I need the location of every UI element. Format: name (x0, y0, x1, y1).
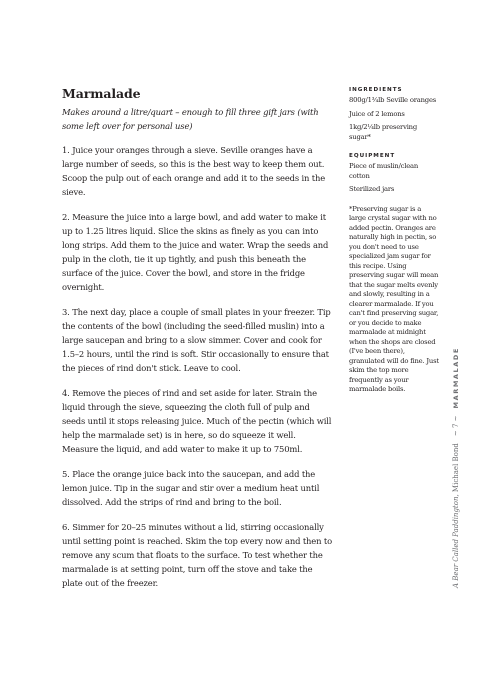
recipe-yield: Makes around a litre/quart – enough to fill three gift jars (with some left over for personal use) (62, 107, 319, 131)
equipment-item: Piece of muslin/clean cotton (349, 162, 419, 180)
running-foot-credit (452, 443, 460, 588)
recipe-step-1: 1. Juice your oranges through a sieve. Seville oranges have a large number of seeds, so this is the best way to keep them out. Scoop the pulp out of each orange and add it to the seeds in the sieve. (62, 145, 326, 197)
recipe-step-6: 6. Simmer for 20–25 minutes without a lid, stirring occasionally until setting point is reached. Skim the top every now and then to remove any scum that floats to the surface. To test whether the marmalade is at setting point, turn off the stove and take the plate out of the freezer. (62, 522, 332, 588)
sugar-footnote: *Preserving sugar is a large crystal sugar with no added pectin. Oranges are naturally high in pectin, so you don't need to use specialized jam sugar for this recipe. Using preserving sugar will mean that the sugar melts evenly and slowly, resulting in a clearer marmalade. If you can't find preserving sugar, or you decide to make marmalade at midnight when the shops are closed (I've been there), granulated will do fine. Just skim the top more frequently as your marmalade boils. (349, 204, 439, 393)
ingredient-item: 800g/1¾lb Seville oranges (349, 96, 437, 104)
recipe-title: Marmalade (62, 86, 141, 101)
recipe-step-3: 3. The next day, place a couple of small plates in your freezer. Tip the contents of the bowl (including the seed-filled muslin) into a large saucepan and bring to a slow simmer. Cover and cook for 1.5–2 hours, until the rind is soft. Stir occasionally to ensure that the pieces of rind don't stick. Leave to cool. (62, 307, 331, 373)
recipe-step-5: 5. Place the orange juice back into the saucepan, and add the lemon juice. Tip in the sugar and stir over a medium heat until dissolved. Add the strips of rind and bring to the boil. (62, 469, 320, 507)
ingredient-item: 1kg/2¼lb preserving sugar* (349, 123, 418, 141)
recipe-sidebar (349, 87, 439, 395)
ingredients-heading: INGREDIENTS (349, 87, 403, 93)
book-title: A Bear Called Paddington, (452, 494, 460, 588)
ingredient-item: Juice of 2 lemons (349, 109, 405, 118)
sidebar-spacer (349, 146, 439, 153)
recipe-step-4: 4. Remove the pieces of rind and set aside for later. Strain the liquid through the sieve, squeezing the cloth full of pulp and seeds until it stops releasing juice. Much of the pectin (which will help the marmalade set) is in here, so do squeeze it well. Measure the liquid, and add water to make it up to 750ml. (62, 388, 332, 454)
page-number: ~ 7 ~ (452, 415, 460, 437)
recipe-main-column (62, 86, 334, 601)
running-footer (452, 347, 460, 588)
recipe-step-2: 2. Measure the juice into a large bowl, and add water to make it up to 1.25 litres liquid. Slice the skins as finely as you can into long strips. Add them to the juice and water. Wrap the seeds and pulp in the cloth, tie it up tightly, and push this beneath the surface of the juice. Cover the bowl, and store in the fridge overnight. (62, 212, 329, 292)
section-name: MARMALADE (452, 347, 460, 409)
author-name: Michael Bond (452, 443, 460, 493)
equipment-heading: EQUIPMENT (349, 153, 396, 159)
equipment-item: Sterilized jars (349, 185, 395, 193)
